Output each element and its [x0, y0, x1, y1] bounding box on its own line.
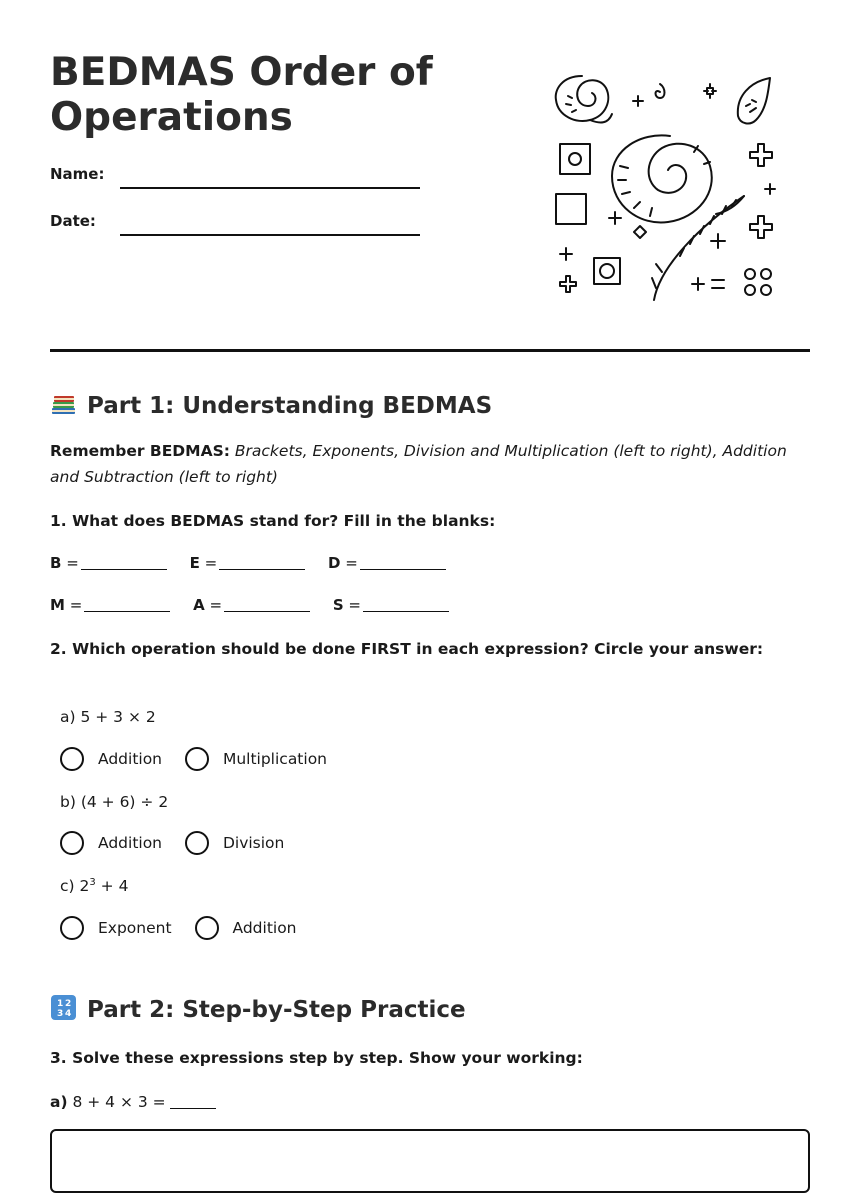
remember-text: Brackets, Exponents, Division and Multiplication (left to right), Addition and Subtraction (left to right): [50, 442, 787, 486]
fill-blank[interactable]: [224, 610, 310, 612]
working-box[interactable]: [50, 1129, 810, 1193]
options-a: [60, 747, 345, 773]
dotted-cross-icon: [704, 84, 716, 98]
answer-circle[interactable]: [195, 916, 219, 940]
expression-a: a) 5 + 3 × 2: [60, 708, 156, 726]
plus-sign-icon: [560, 248, 572, 260]
option-c-addition[interactable]: Addition: [195, 916, 297, 940]
question-1: 1. What does BEDMAS stand for? Fill in the blanks:: [50, 512, 496, 530]
blank-item-b: B =: [50, 554, 167, 572]
blanks-row-2: [50, 596, 467, 614]
outline-plus-icon: [560, 276, 576, 292]
fill-blank[interactable]: [219, 568, 305, 570]
part2-heading: [50, 994, 466, 1025]
blanks-row-1: [50, 554, 464, 572]
part1-heading: [50, 390, 492, 421]
plus-sign-icon: [765, 184, 775, 194]
fill-blank[interactable]: [360, 568, 446, 570]
square-circle-icon: [594, 258, 620, 284]
plus-sign-icon: [609, 212, 621, 224]
four-circles-icon: [745, 269, 771, 295]
option-a-multiplication[interactable]: Multiplication: [185, 747, 327, 771]
blank-item-a: A =: [193, 596, 310, 614]
math-doodle-illustration: [550, 66, 780, 306]
svg-text:2: 2: [65, 999, 72, 1009]
answer-circle[interactable]: [60, 831, 84, 855]
plus-equals-icon: [692, 278, 724, 290]
name-line[interactable]: [120, 187, 420, 189]
square-icon: [556, 194, 586, 224]
swirl-icon: [656, 84, 665, 98]
date-label: Date:: [50, 212, 96, 230]
question-3: 3. Solve these expressions step by step. Show your working:: [50, 1049, 583, 1067]
plus-sign-icon: [711, 234, 725, 248]
diamond-icon: [634, 226, 646, 238]
problem-a: [50, 1093, 216, 1111]
plus-sign-icon: [633, 96, 643, 106]
square-circle-icon: [560, 144, 590, 174]
shell-spiral-icon: [556, 76, 612, 122]
section-divider: [50, 349, 810, 352]
expression-b: b) (4 + 6) ÷ 2: [60, 793, 169, 811]
question-2: 2. Which operation should be done FIRST in each expression? Circle your answer:: [50, 640, 764, 658]
page-title: BEDMAS Order of Operations: [50, 50, 433, 140]
leaf-icon: [738, 78, 770, 123]
part1-heading-text: Part 1: Understanding BEDMAS: [87, 393, 493, 419]
fill-blank[interactable]: [84, 610, 170, 612]
blank-item-m: M =: [50, 596, 170, 614]
fill-blank[interactable]: [363, 610, 449, 612]
numbers-1234-icon: [50, 994, 77, 1021]
outline-plus-icon: [750, 216, 772, 238]
part2-heading-text: Part 2: Step-by-Step Practice: [87, 997, 466, 1023]
worksheet-page: [50, 0, 810, 1161]
options-b: [60, 831, 302, 857]
answer-circle[interactable]: [185, 747, 209, 771]
bedmas-reminder: [50, 438, 790, 490]
problem-a-expression: 8 + 4 × 3 =: [72, 1093, 166, 1111]
svg-text:4: 4: [65, 1009, 72, 1019]
answer-circle[interactable]: [60, 747, 84, 771]
option-a-addition[interactable]: Addition: [60, 747, 162, 771]
books-icon: [50, 390, 77, 417]
blank-item-e: E =: [190, 554, 306, 572]
big-spiral-icon: [612, 135, 712, 222]
option-c-exponent[interactable]: Exponent: [60, 916, 172, 940]
option-b-addition[interactable]: Addition: [60, 831, 162, 855]
answer-circle[interactable]: [60, 916, 84, 940]
options-c: [60, 916, 315, 942]
option-b-division[interactable]: Division: [185, 831, 284, 855]
date-line[interactable]: [120, 234, 420, 236]
answer-circle[interactable]: [185, 831, 209, 855]
svg-text:1: 1: [57, 999, 64, 1009]
name-label: Name:: [50, 165, 105, 183]
remember-label: Remember BEDMAS:: [50, 442, 230, 460]
blank-item-s: S =: [333, 596, 449, 614]
svg-text:3: 3: [57, 1009, 64, 1019]
outline-plus-icon: [750, 144, 772, 166]
expression-c: c) $2^3 + 4$: [60, 877, 129, 896]
fill-blank[interactable]: [81, 568, 167, 570]
problem-a-label: a): [50, 1093, 68, 1111]
blank-item-d: D =: [328, 554, 446, 572]
answer-blank[interactable]: [170, 1107, 216, 1109]
